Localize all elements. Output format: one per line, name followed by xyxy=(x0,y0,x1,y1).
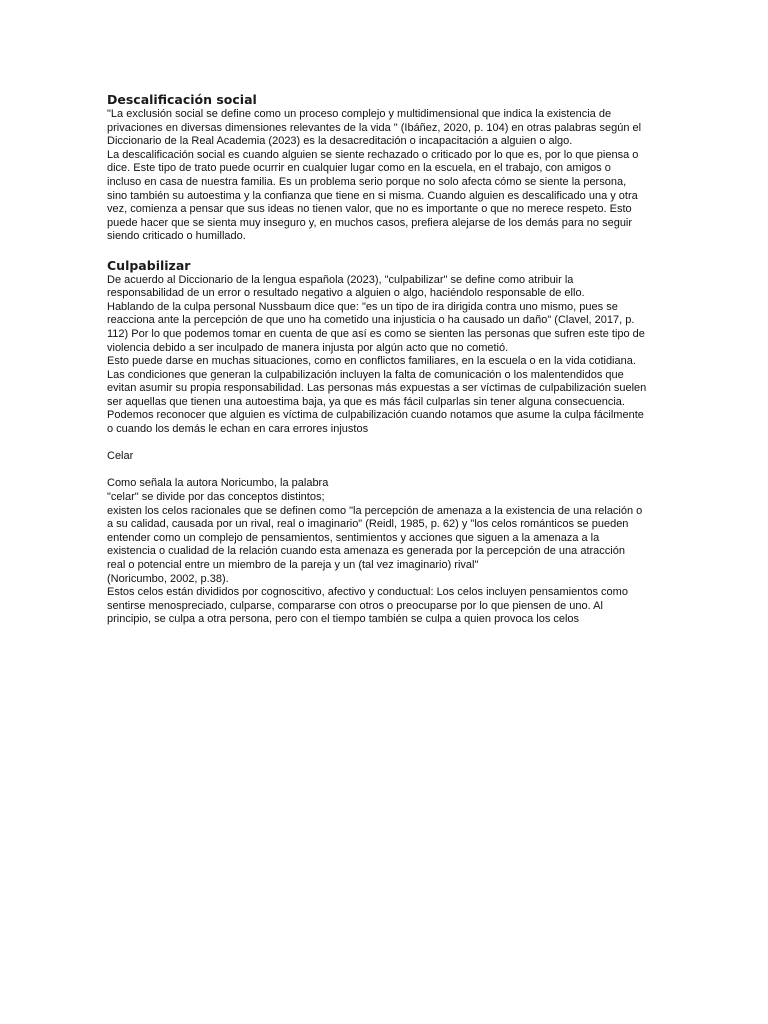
paragraph: Estos celos están divididos por cognoscitivo, afectivo y conductual: Los celos incluyen pensamientos como sentirse menospreciado, culparse, compararse con otros o preocuparse por lo que piensen de uno. Al principio, se culpa a otra persona, pero con el tiempo también se culpa a quien provoca los celos xyxy=(107,586,628,626)
paragraph: Esto puede darse en muchas situaciones, como en conflictos familiares, en la escuela o en la vida cotidiana. Las condiciones que generan la culpabilización incluyen la falta de comunicación o los malentendidos que evitan asumir su propia responsabilidad. Las personas más expuestas a ser víctimas de culpabilización suelen ser aquellas que tienen una autoestima baja, ya que es más fácil culparlas sin tener alguna consecuencia. Podemos reconocer que alguien es víctima de culpabilización cuando notamos que asume la culpa fácilmente o cuando los demás le echan en cara errores injustos xyxy=(107,355,647,436)
paragraph: Hablando de la culpa personal Nussbaum dice que: "es un tipo de ira dirigida contra uno mismo, pues se reacciona ante la percepción de que uno ha cometido una injusticia o ha causado un daño" (Clavel, 2017, p. 112) Por lo que podemos tomar en cuenta de que así es como se sienten las personas que sufren este tipo de violencia debido a ser inculpado de manera injusta por algún acto que no cometió. xyxy=(107,300,645,354)
paragraph: "La exclusión social se define como un proceso complejo y multidimensional que indica la existencia de privaciones en diversas dimensiones relevantes de la vida " (Ibáñez, 2020, p. 104) en otras palabras según el Diccionario de la Real Academia (2023) es la desacreditación o incapacitación a alguien o algo. xyxy=(107,108,642,148)
paragraph: De acuerdo al Diccionario de la lengua española (2023), "culpabilizar" se define como atribuir la responsabilidad de un error o resultado negativo a alguien o algo, haciéndolo responsable de ello. xyxy=(107,273,585,300)
section-title-celar: Celar xyxy=(107,450,134,463)
document-page xyxy=(107,92,663,627)
paragraph: Como señala la autora Noricumbo, la palabra "celar" se divide por das conceptos distintos; existen los celos racionales que se definen como "la percepción de amenaza a la existencia de una relación o a su calidad, causada por un rival, real o imaginario" (Reidl, 1985, p. 62) y "los celos románticos se pueden entender como un complejo de pensamientos, sentimientos y acciones que siguen a la amenaza a la existencia o cualidad de la relación cuando esta amenaza es generada por la percepción de una atracción real o potencial entre un miembro de la pareja y un (tal vez imaginario) rival" (Noricumbo, 2002, p.38). xyxy=(107,477,643,585)
paragraph: La descalificación social es cuando alguien se siente rechazado o criticado por lo que es, por lo que piensa o dice. Este tipo de trato puede ocurrir en cualquier lugar como en la escuela, en el trabajo, con amigos o incluso en casa de nuestra familia. Es un problema serio porque no solo afecta cómo se siente la persona, sino también su autoestima y la confianza que tiene en si misma. Cuando alguien es descalificado una y otra vez, comienza a pensar que sus ideas no tienen valor, que no es importante o que no merece respeto. Esto puede hacer que se sienta muy inseguro y, en muchos casos, prefiera alejarse de los demás para no seguir siendo criticado o humillado. xyxy=(107,148,639,243)
spacer xyxy=(107,244,663,258)
spacer xyxy=(107,464,663,478)
spacer xyxy=(107,437,663,451)
section-title-culpabilizar: Culpabilizar xyxy=(107,257,191,273)
section-title-descalificacion: Descalificación social xyxy=(107,92,257,107)
